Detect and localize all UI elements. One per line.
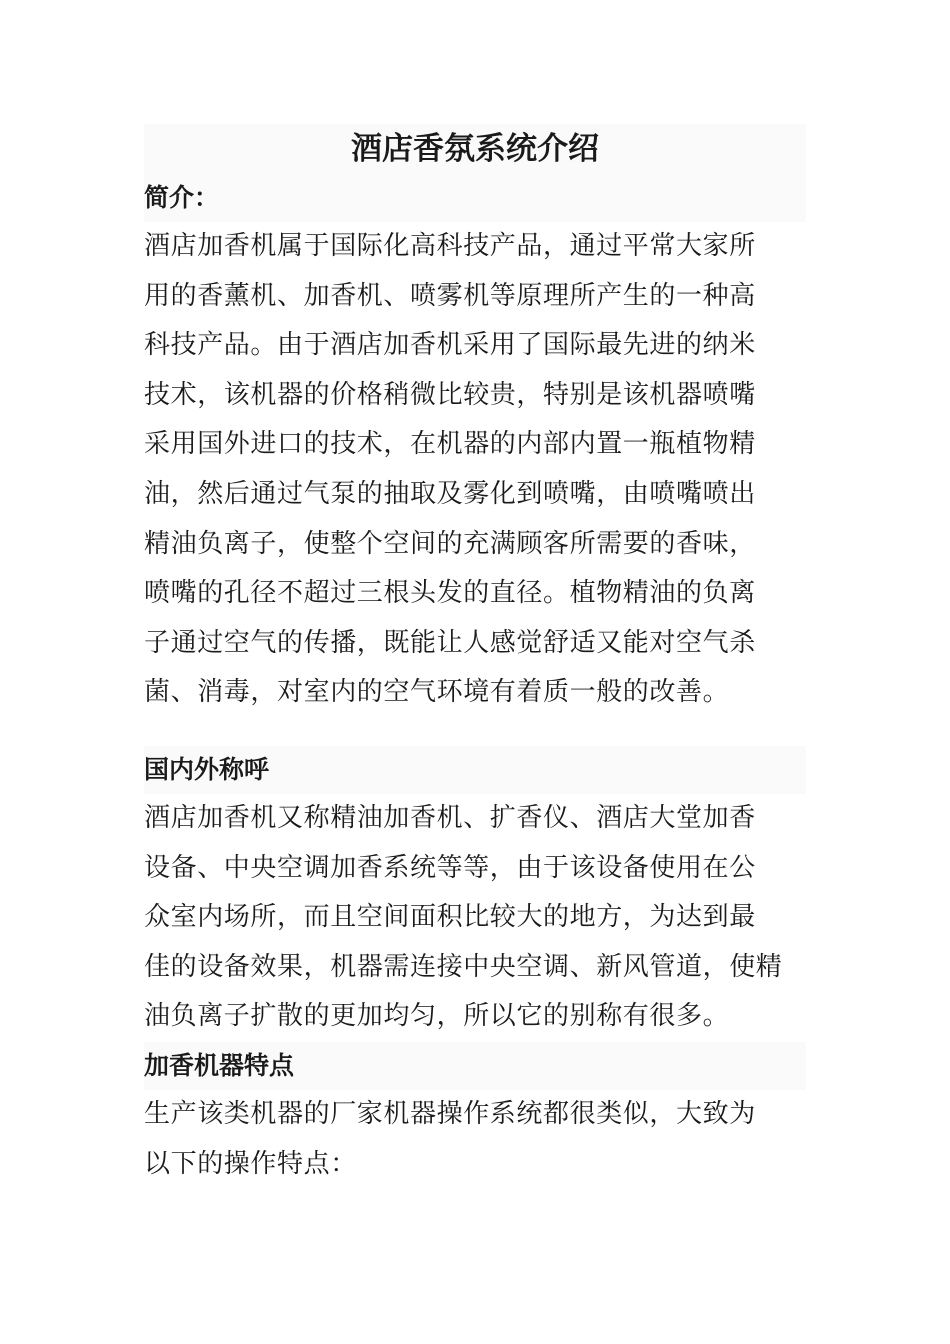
section-heading-intro: 简介： (144, 174, 806, 222)
paragraph-line: 技术，该机器的价格稍微比较贵，特别是该机器喷嘴 (144, 379, 756, 410)
document-page (144, 124, 806, 1189)
section-heading-names: 国内外称呼 (144, 746, 806, 794)
paragraph-line: 菌、消毒，对室内的空气环境有着质一般的改善。 (144, 677, 730, 708)
section-paragraph-intro (144, 222, 806, 718)
paragraph-line: 酒店加香机属于国际化高科技产品，通过平常大家所 (144, 231, 756, 261)
paragraph-line: 油负离子扩散的更加均匀，所以它的别称有很多。 (144, 1001, 730, 1032)
paragraph-line: 科技产品。由于酒店加香机采用了国际最先进的纳米 (144, 330, 756, 361)
document-title: 酒店香氛系统介绍 (144, 124, 806, 174)
section-heading-features: 加香机器特点 (144, 1042, 806, 1090)
paragraph-line: 以下的操作特点： (144, 1148, 357, 1179)
paragraph-line: 用的香薰机、加香机、喷雾机等原理所产生的一种高 (144, 280, 756, 311)
paragraph-line: 喷嘴的孔径不超过三根头发的直径。植物精油的负离 (144, 578, 756, 609)
paragraph-line: 生产该类机器的厂家机器操作系统都很类似，大致为 (144, 1098, 756, 1129)
paragraph-line: 佳的设备效果，机器需连接中央空调、新风管道，使精 (144, 951, 783, 982)
paragraph-line: 采用国外进口的技术，在机器的内部内置一瓶植物精 (144, 429, 756, 460)
paragraph-line: 精油负离子，使整个空间的充满顾客所需要的香味， (144, 528, 756, 559)
section-spacer (144, 718, 806, 746)
section-paragraph-names (144, 794, 806, 1042)
paragraph-line: 子通过空气的传播，既能让人感觉舒适又能对空气杀 (144, 627, 756, 658)
paragraph-line: 设备、中央空调加香系统等等，由于该设备使用在公 (144, 852, 756, 883)
paragraph-line: 众室内场所，而且空间面积比较大的地方，为达到最 (144, 902, 756, 933)
paragraph-line: 酒店加香机又称精油加香机、扩香仪、酒店大堂加香 (144, 802, 756, 833)
section-paragraph-features (144, 1090, 806, 1189)
paragraph-line: 油，然后通过气泵的抽取及雾化到喷嘴，由喷嘴喷出 (144, 478, 756, 509)
